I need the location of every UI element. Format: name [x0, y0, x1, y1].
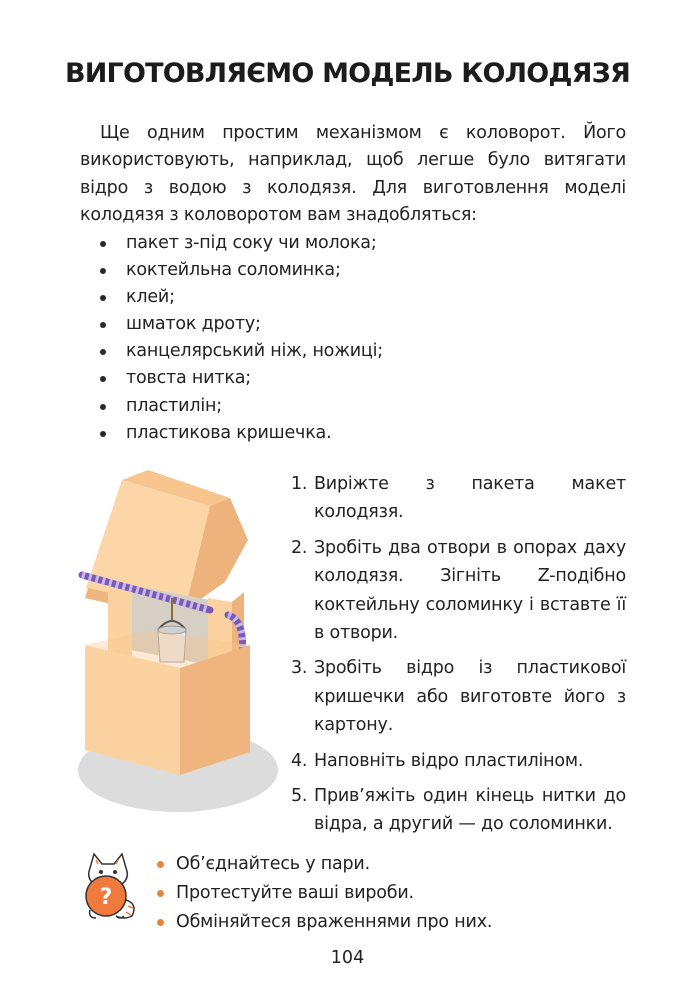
intro-paragraph: Ще одним простим механізмом є коловорот. Його використовують, наприклад, щоб легше було витягати відро з водою з колодязя. Для виготовлення моделі колодязя з коловоротом вам знадобляться: — [80, 123, 626, 225]
bullet-icon — [100, 241, 106, 247]
list-item: пакет з-під соку чи молока; — [98, 230, 383, 257]
cat-question-icon — [76, 850, 140, 922]
list-item: канцелярський ніж, ножиці; — [98, 338, 383, 365]
materials-list — [98, 230, 383, 447]
step-item: 5. Прив’яжіть один кінець нитки до відра, а другий — до соломинки. — [291, 786, 626, 835]
bullet-icon — [157, 861, 164, 868]
tasks-list — [157, 850, 492, 936]
bullet-icon — [100, 404, 106, 410]
step-item: 2. Зробіть два отвори в опорах даху колодязя. Зігніть Z-подібно коктейльну соломинку і вставте її в отвори. — [291, 537, 626, 644]
list-item: коктейльна соломинка; — [98, 257, 383, 284]
bullet-icon — [100, 349, 106, 355]
bullet-icon — [100, 431, 106, 437]
list-item: клей; — [98, 284, 383, 311]
bullet-icon — [100, 322, 106, 328]
question-mark-icon: ? — [99, 885, 113, 910]
list-item: Обміняйтеся враженнями про них. — [157, 908, 492, 937]
steps-list — [291, 470, 626, 846]
page-number: 104 — [330, 948, 365, 968]
list-item: шматок дроту; — [98, 311, 383, 338]
step-item: 4. Наповніть відро пластиліном. — [291, 750, 584, 771]
bullet-icon — [100, 268, 106, 274]
list-item: товста нитка; — [98, 365, 383, 392]
list-item: пластикова кришечка. — [98, 420, 383, 447]
step-item: 3. Зробіть відро із пластикової кришечки або виготовте його з картону. — [291, 658, 626, 736]
list-item: Протестуйте ваші вироби. — [157, 879, 492, 908]
cat-eye-left — [99, 870, 103, 874]
bullet-icon — [100, 376, 106, 382]
cat-eye-right — [113, 870, 117, 874]
well-illustration — [60, 470, 290, 830]
bullet-icon — [100, 295, 106, 301]
step-item: 1. Виріжте з пакета макет колодязя. — [291, 474, 626, 523]
bullet-icon — [157, 919, 164, 926]
page-title: ВИГОТОВЛЯЄМО МОДЕЛЬ КОЛОДЯЗЯ — [64, 58, 631, 89]
list-item: Об’єднайтесь у пари. — [157, 850, 492, 879]
bullet-icon — [157, 890, 164, 897]
cat-tail-stripes — [126, 906, 133, 915]
list-item: пластилін; — [98, 393, 383, 420]
